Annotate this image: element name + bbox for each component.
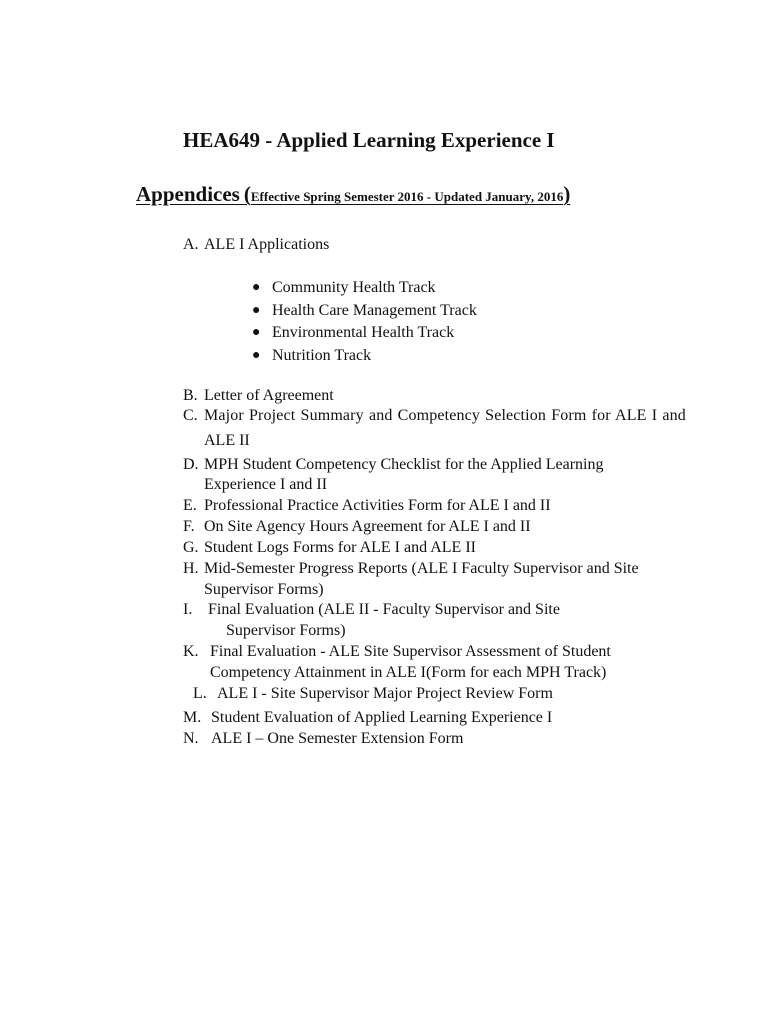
appendix-item-n bbox=[183, 729, 463, 749]
item-text: ALE I – One Semester Extension Form bbox=[211, 730, 464, 747]
appendix-item-c-continued: ALE II bbox=[204, 432, 250, 449]
item-text: Student Evaluation of Applied Learning Experience I bbox=[211, 709, 553, 726]
appendix-item-m bbox=[183, 708, 552, 728]
item-label: D. bbox=[183, 456, 199, 473]
list-item: ● Nutrition Track bbox=[252, 345, 477, 368]
item-text: MPH Student Competency Checklist for the Applied Learning bbox=[204, 456, 604, 473]
appendix-item-e bbox=[183, 496, 551, 516]
list-item: ● Health Care Management Track bbox=[252, 300, 477, 323]
item-text: Letter of Agreement bbox=[204, 387, 334, 404]
item-text: Student Logs Forms for ALE I and ALE II bbox=[204, 539, 476, 556]
appendix-item-c bbox=[183, 406, 686, 426]
item-text: Final Evaluation - ALE Site Supervisor Assessment of Student bbox=[210, 643, 611, 660]
bullet-icon: ● bbox=[252, 325, 261, 340]
appendix-item-i-continued: Supervisor Forms) bbox=[226, 622, 346, 639]
appendix-item-h-continued: Supervisor Forms) bbox=[204, 581, 324, 598]
appendix-item-k bbox=[183, 642, 611, 662]
item-label: H. bbox=[183, 560, 199, 577]
item-text: On Site Agency Hours Agreement for ALE I and II bbox=[204, 518, 531, 535]
item-label: A. bbox=[183, 236, 199, 253]
item-text: Professional Practice Activities Form for ALE I and II bbox=[204, 497, 551, 514]
item-text: ALE I - Site Supervisor Major Project Review Form bbox=[217, 685, 553, 702]
appendix-item-k-continued: Competency Attainment in ALE I(Form for each MPH Track) bbox=[210, 664, 607, 681]
appendix-item-d-continued: Experience I and II bbox=[204, 476, 328, 493]
item-label: B. bbox=[183, 387, 198, 404]
item-label: E. bbox=[183, 497, 197, 514]
item-text: ALE I Applications bbox=[204, 236, 330, 253]
appendix-item-h bbox=[183, 559, 639, 579]
item-label: L. bbox=[193, 685, 207, 702]
page-title: HEA649 - Applied Learning Experience I bbox=[183, 128, 555, 152]
bullet-icon: ● bbox=[252, 302, 261, 318]
appendix-item-f bbox=[183, 517, 531, 537]
list-item: ● Community Health Track bbox=[252, 277, 477, 300]
item-label: C. bbox=[183, 407, 198, 424]
appendix-item-i bbox=[183, 600, 560, 620]
appendices-heading bbox=[136, 182, 570, 207]
appendix-item-b bbox=[183, 386, 334, 406]
close-paren: ) bbox=[563, 182, 571, 206]
track-list bbox=[252, 277, 477, 367]
item-label: F. bbox=[183, 518, 195, 535]
item-label: I. bbox=[183, 601, 193, 618]
appendix-item-g bbox=[183, 538, 476, 558]
item-label: M. bbox=[183, 709, 202, 726]
item-label: K. bbox=[183, 643, 199, 660]
item-text: Major Project Summary and Competency Selection Form for ALE I and bbox=[204, 407, 686, 424]
item-label: G. bbox=[183, 539, 199, 556]
list-item: ● Environmental Health Track bbox=[252, 322, 477, 345]
bullet-icon: ● bbox=[252, 347, 261, 363]
item-text: Mid-Semester Progress Reports (ALE I Faculty Supervisor and Site bbox=[204, 560, 639, 577]
appendix-item-a bbox=[183, 235, 329, 255]
appendices-label: Appendices bbox=[136, 182, 240, 206]
item-text: Final Evaluation (ALE II - Faculty Supervisor and Site bbox=[208, 601, 560, 618]
open-paren: ( bbox=[243, 182, 251, 206]
effective-date-note: Effective Spring Semester 2016 - Updated January, 2016 bbox=[250, 189, 564, 204]
item-label: N. bbox=[183, 730, 199, 747]
appendix-item-l bbox=[193, 684, 553, 704]
bullet-icon: ● bbox=[252, 280, 261, 295]
appendix-item-d bbox=[183, 455, 604, 475]
